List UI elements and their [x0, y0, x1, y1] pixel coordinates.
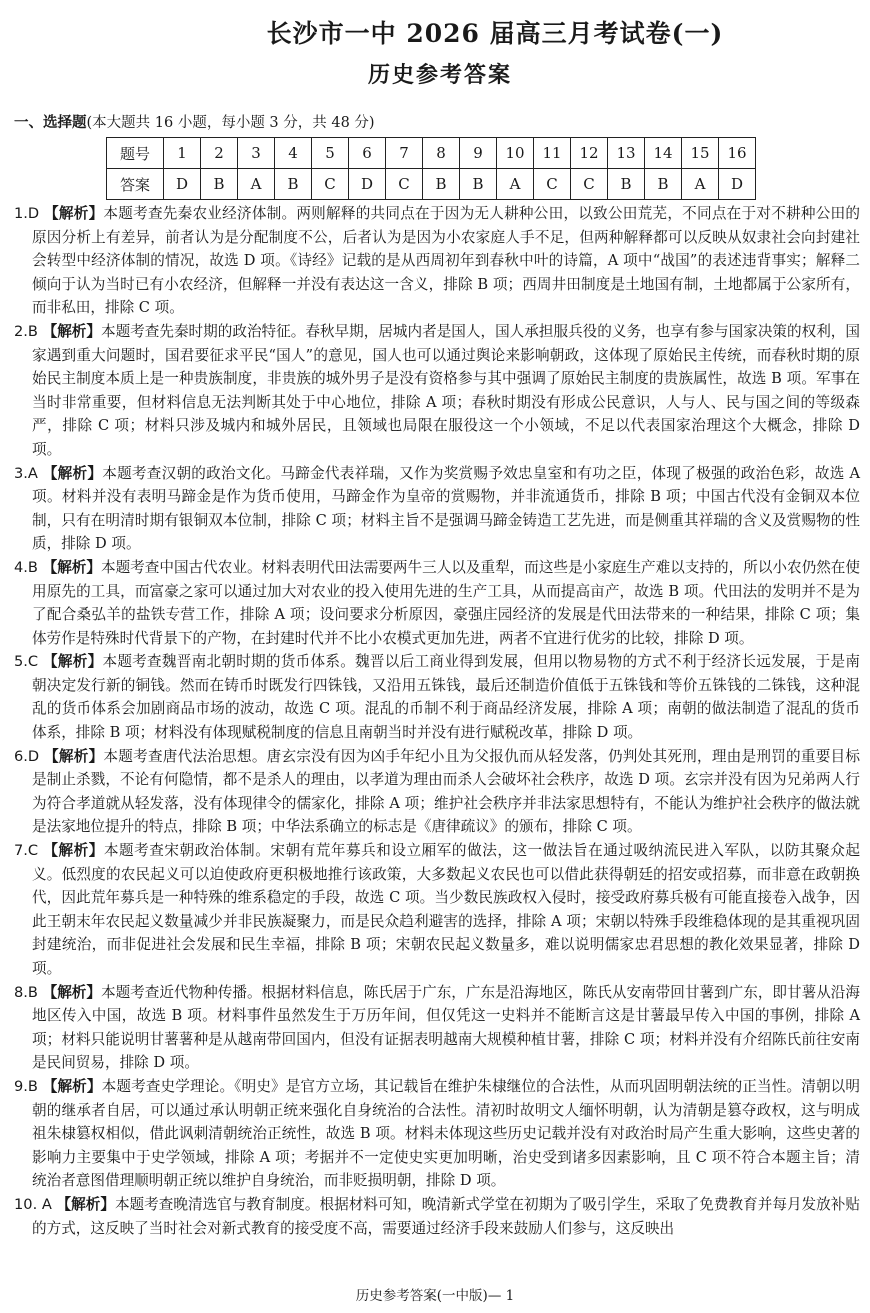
question-number-cell: 11	[534, 138, 571, 169]
analysis-tag: 【解析】	[42, 322, 101, 340]
item-number: 5.C	[14, 653, 39, 671]
question-number-cell: 4	[275, 138, 312, 169]
answer-cell: B	[275, 169, 312, 200]
page-subtitle: 历史参考答案	[367, 63, 512, 88]
row-label-answer: 答案	[107, 169, 164, 200]
explanations	[14, 202, 860, 1240]
analysis-tag: 【解析】	[44, 205, 104, 222]
question-number-cell: 10	[497, 138, 534, 169]
page-footer: 历史参考答案(一中版)— 1	[355, 1288, 515, 1304]
question-number-cell: 16	[719, 138, 756, 169]
item-number: 1.D	[14, 205, 40, 222]
question-number-row	[107, 138, 756, 169]
section-heading	[14, 111, 375, 132]
answer-cell: D	[164, 169, 201, 200]
explanation-item	[14, 1193, 860, 1240]
item-number: 4.B	[14, 558, 38, 576]
item-text: 本题考查宋朝政治体制。宋朝有荒年募兵和设立厢军的做法，这一做法旨在通过吸纳流民进入军队，以防其聚众起义。低烈度的农民起义可以迫使政府更积极地推行该政策，大多数起义农民也可以借此获得朝廷的招安或招募，而非意在政朝换代，因此荒年募兵是一种特殊的维系稳定的手段，故选 C 项。当少数民族政权入侵时，接受政府募兵极有可能直接卷入战争，因此王朝末年农民起义数量减少并非民族凝聚力，而是民众趋利避害的选择，排除 A 项；宋朝以特殊手段维稳体现的是其重视巩固封建统治，而非促进社会发展和民生幸福，排除 B 项；宋朝农民起义数量多，难以说明儒家忠君思想的教化效果显著，排除 D 项。	[32, 842, 860, 977]
item-text: 本题考查近代物种传播。根据材料信息，陈氏居于广东，广东是沿海地区，陈氏从安南带回甘薯到广东，即甘薯从沿海地区传入中国，故选 B 项。材料事件虽然发生于万历年间，但仅凭这一史料并不能断言这是甘薯最早传入中国的事例，排除 A 项；材料只能说明甘薯薯种是从越南带回国内，但没有证据表明越南大规模种植甘薯，排除 C 项；材料并没有介绍陈氏前往安南是民间贸易，排除 D 项。	[32, 983, 860, 1072]
answer-cell: D	[719, 169, 756, 200]
question-number-cell: 13	[608, 138, 645, 169]
explanation-item	[14, 981, 860, 1075]
item-number: 6.D	[14, 747, 40, 765]
answer-cell: B	[423, 169, 460, 200]
item-number: 7.C	[14, 842, 39, 860]
explanation-item	[14, 745, 860, 839]
answer-cell: B	[608, 169, 645, 200]
answer-cell: B	[201, 169, 238, 200]
analysis-tag: 【解析】	[42, 1077, 102, 1095]
analysis-tag: 【解析】	[44, 747, 104, 765]
item-text: 本题考查史学理论。《明史》是官方立场，其记载旨在维护朱棣继位的合法性，从而巩固明朝法统的正当性。清朝以明朝的继承者自居，可以通过承认明朝正统来强化自身统治的合法性。清初时故明文人缅怀明朝，认为清朝是篡夺政权，这与明成祖朱棣篡权相似，借此讽刺清朝统治正统性，故选 B 项。材料未体现这些历史记载并没有对政治时局产生重大影响，这些史著的影响力主要集中于史学领域，排除 A 项；考据并不一定使史实更加明晰，治史受到诸多因素影响，且 C 项不符合本题主旨；清统治者意图借理顺明朝正统以维护自身统治，而非贬损明朝，排除 D 项。	[32, 1077, 860, 1190]
question-number-cell: 1	[164, 138, 201, 169]
explanation-item	[14, 650, 860, 744]
explanation-item	[14, 462, 860, 556]
answer-table	[106, 137, 756, 200]
answer-cell: A	[497, 169, 534, 200]
analysis-tag: 【解析】	[42, 983, 101, 1001]
explanation-item	[14, 320, 860, 462]
item-text: 本题考查汉朝的政治文化。马蹄金代表祥瑞，又作为奖赏赐予效忠皇室和有功之臣，体现了极强的政治色彩，故选 A 项。材料并没有表明马蹄金是作为货币使用，马蹄金作为皇帝的赏赐物，并非流通货币，排除 B 项；中国古代没有金铜双本位制，只有在明清时期有银铜双本位制，排除 C 项；材料主旨不是强调马蹄金铸造工艺先进，而是侧重其祥瑞的含义及赏赐物的性质，排除 D 项。	[32, 464, 860, 553]
item-number: 10. A	[14, 1195, 52, 1213]
analysis-tag: 【解析】	[43, 842, 104, 860]
item-number: 2.B	[14, 322, 38, 340]
answer-cell: C	[386, 169, 423, 200]
item-number: 8.B	[14, 983, 38, 1001]
question-number-cell: 15	[682, 138, 719, 169]
answer-cell: C	[312, 169, 349, 200]
explanation-item	[14, 839, 860, 981]
analysis-tag: 【解析】	[42, 558, 101, 576]
question-number-cell: 9	[460, 138, 497, 169]
question-number-cell: 14	[645, 138, 682, 169]
item-text: 本题考查先秦时期的政治特征。春秋早期，居城内者是国人，国人承担服兵役的义务，也享有参与国家决策的权利，国家遇到重大问题时，国君要征求平民“国人”的意见，国人也可以通过舆论来影响朝政，这体现了原始民主传统，而春秋时期的原始民主制度本质上是一种贵族制度，非贵族的城外男子是没有资格参与其中强调了原始民主制度的贵族属性，故选 B 项。军事在当时非常重要，但材料信息无法判断其处于中心地位，排除 A 项；春秋时期没有形成公民意识，人与人、民与国之间的等级森严，排除 C 项；材料只涉及城内和城外居民，且领域也局限在服役这一个小领域，不足以代表国家治理这个大概念，排除 D 项。	[32, 322, 860, 458]
answer-cell: C	[571, 169, 608, 200]
question-number-cell: 8	[423, 138, 460, 169]
answer-cell: B	[645, 169, 682, 200]
item-text: 本题考查中国古代农业。材料表明代田法需要两牛三人以及重犁，而这些是小家庭生产难以支持的，所以小农仍然在使用原先的工具，而富豪之家可以通过加大对农业的投入使用先进的生产工具，从而提高亩产，故选 B 项。代田法的发明并不是为了配合桑弘羊的盐铁专营工作，排除 A 项；设问要求分析原因，豪强庄园经济的发展是代田法带来的一种结果，排除 C 项；集体劳作是特殊时代背景下的产物，在封建时代并不比小农模式更加先进，两者不宜进行优劣的比较，排除 D 项。	[32, 558, 860, 647]
answer-cell: B	[460, 169, 497, 200]
section-note: (本大题共 16 小题，每小题 3 分，共 48 分)	[86, 115, 375, 131]
item-number: 3.A	[14, 464, 38, 482]
explanation-item	[14, 556, 860, 650]
item-text: 本题考查魏晋南北朝时期的货币体系。魏晋以后工商业得到发展，但用以物易物的方式不利于经济长远发展，于是南朝决定发行新的铜钱。然而在铸币时既发行四铢钱，又沿用五铢钱，最后还制造价值低于五铢钱和等价五铢钱的二铢钱，这种混乱的货币体系会加剧商品市场的波动，故选 C 项。混乱的币制不利于商品经济发展，排除 A 项；南朝的做法制造了混乱的货币体系，排除 B 项；材料没有体现赋税制度的信息且南朝当时并没有进行赋税改革，排除 D 项。	[32, 653, 860, 742]
answer-row	[107, 169, 756, 200]
question-number-cell: 2	[201, 138, 238, 169]
question-number-cell: 3	[238, 138, 275, 169]
question-number-cell: 7	[386, 138, 423, 169]
item-text: 本题考查唐代法治思想。唐玄宗没有因为凶手年纪小且为父报仇而从轻发落，仍判处其死刑，理由是刑罚的重要目标是制止杀戮，不论有何隐情，都不是杀人的理由，以孝道为理由而杀人会破坏社会秩序，故选 D 项。玄宗并没有因为兄弟两人行为符合孝道就从轻发落，没有体现律令的儒家化，排除 A 项；维护社会秩序并非法家思想特有，不能认为维护社会秩序的做法就是法家地位提升的特点，排除 B 项；中华法系确立的标志是《唐律疏议》的颁布，排除 C 项。	[32, 747, 860, 836]
answer-cell: C	[534, 169, 571, 200]
analysis-tag: 【解析】	[43, 653, 103, 671]
item-number: 9.B	[14, 1077, 38, 1095]
explanation-item	[14, 202, 860, 320]
explanation-item	[14, 1075, 860, 1193]
analysis-tag: 【解析】	[42, 464, 103, 482]
question-number-cell: 12	[571, 138, 608, 169]
question-number-cell: 5	[312, 138, 349, 169]
analysis-tag: 【解析】	[56, 1195, 115, 1213]
item-text: 本题考查先秦农业经济体制。两则解释的共同点在于因为无人耕种公田，以致公田荒芜，不同点在于对不耕种公田的原因分析上有差异，前者认为是分配制度不公，后者认为是因为小农家庭人手不足，但两种解释都可以反映从奴隶社会向封建社会转型中经济体制的情况，故选 D 项。《诗经》记载的是从西周初年到春秋中叶的诗篇，A 项中“战国”的表述违背事实；解释二倾向于认为当时已有小农经济，但解释一并没有表达这一含义，排除 B 项；西周井田制度是土地国有制，土地都属于公家所有，而非私田，排除 C 项。	[32, 205, 860, 317]
answer-cell: A	[238, 169, 275, 200]
section-label: 一、选择题	[14, 115, 87, 131]
row-label-number: 题号	[107, 138, 164, 169]
answer-cell: A	[682, 169, 719, 200]
question-number-cell: 6	[349, 138, 386, 169]
answer-cell: D	[349, 169, 386, 200]
page-title: 长沙市一中 2026 届高三月考试卷(一)	[266, 19, 724, 48]
item-text: 本题考查晚清选官与教育制度。根据材料可知，晚清新式学堂在初期为了吸引学生，采取了免费教育并每月发放补贴的方式，这反映了当时社会对新式教育的接受度不高，需要通过经济手段来鼓励人们参与，这反映出	[32, 1195, 860, 1237]
